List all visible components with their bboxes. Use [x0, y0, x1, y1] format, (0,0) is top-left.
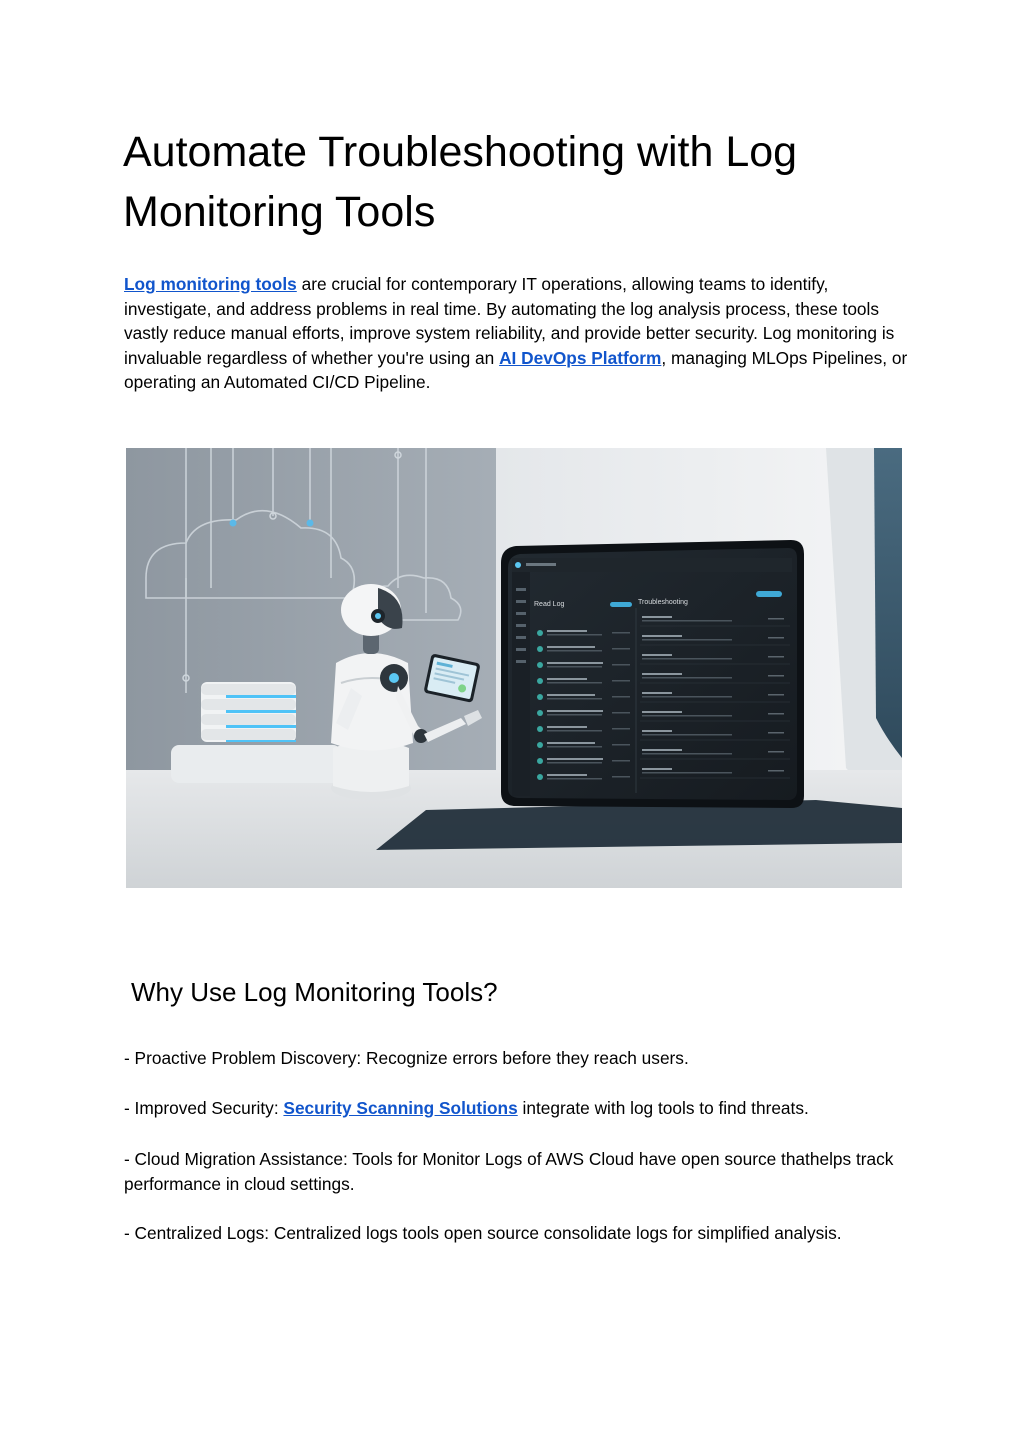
bullet-improved-security: [124, 1096, 914, 1121]
robot-monitor-illustration: [126, 448, 902, 888]
security-scanning-solutions-link[interactable]: Security Scanning Solutions: [283, 1098, 518, 1118]
intro-text-1: are crucial for contemporary IT operations, allowing teams to identify, investigate, and address problems in real time. By automating the log analysis process, these tools vastly reduce manual efforts, improve system reliability, and provide better security. Log monitoring is invaluable regardless of whether you're using an: [124, 274, 895, 368]
page-title: Automate Troubleshooting with Log Monitoring Tools: [123, 128, 798, 236]
bullet-improved-security-suffix: integrate with log tools to find threats.: [517, 1098, 809, 1118]
bullet-improved-security-prefix: - Improved Security:: [124, 1098, 284, 1118]
screen-right-heading: Troubleshooting: [638, 599, 688, 606]
ai-devops-platform-link[interactable]: AI DevOps Platform: [499, 347, 662, 368]
bullet-cloud-migration: - Cloud Migration Assistance: Tools for Monitor Logs of AWS Cloud have open source thathelps track performance in cloud settings.: [124, 1149, 894, 1194]
hero-image: [126, 448, 902, 888]
bullet-proactive-discovery: - Proactive Problem Discovery: Recognize errors before they reach users.: [124, 1048, 689, 1068]
section-heading: Why Use Log Monitoring Tools?: [131, 977, 498, 1007]
screen-left-heading: Read Log: [534, 601, 565, 608]
intro-paragraph: [124, 272, 914, 395]
bullet-centralized-logs: - Centralized Logs: Centralized logs tools open source consolidate logs for simplified analysis.: [124, 1223, 842, 1243]
log-monitoring-tools-link[interactable]: Log monitoring tools: [124, 274, 297, 294]
monitor: [501, 540, 804, 808]
intro-text-2: , managing MLOps Pipelines, or operating an Automated CI/CD Pipeline.: [124, 347, 908, 393]
